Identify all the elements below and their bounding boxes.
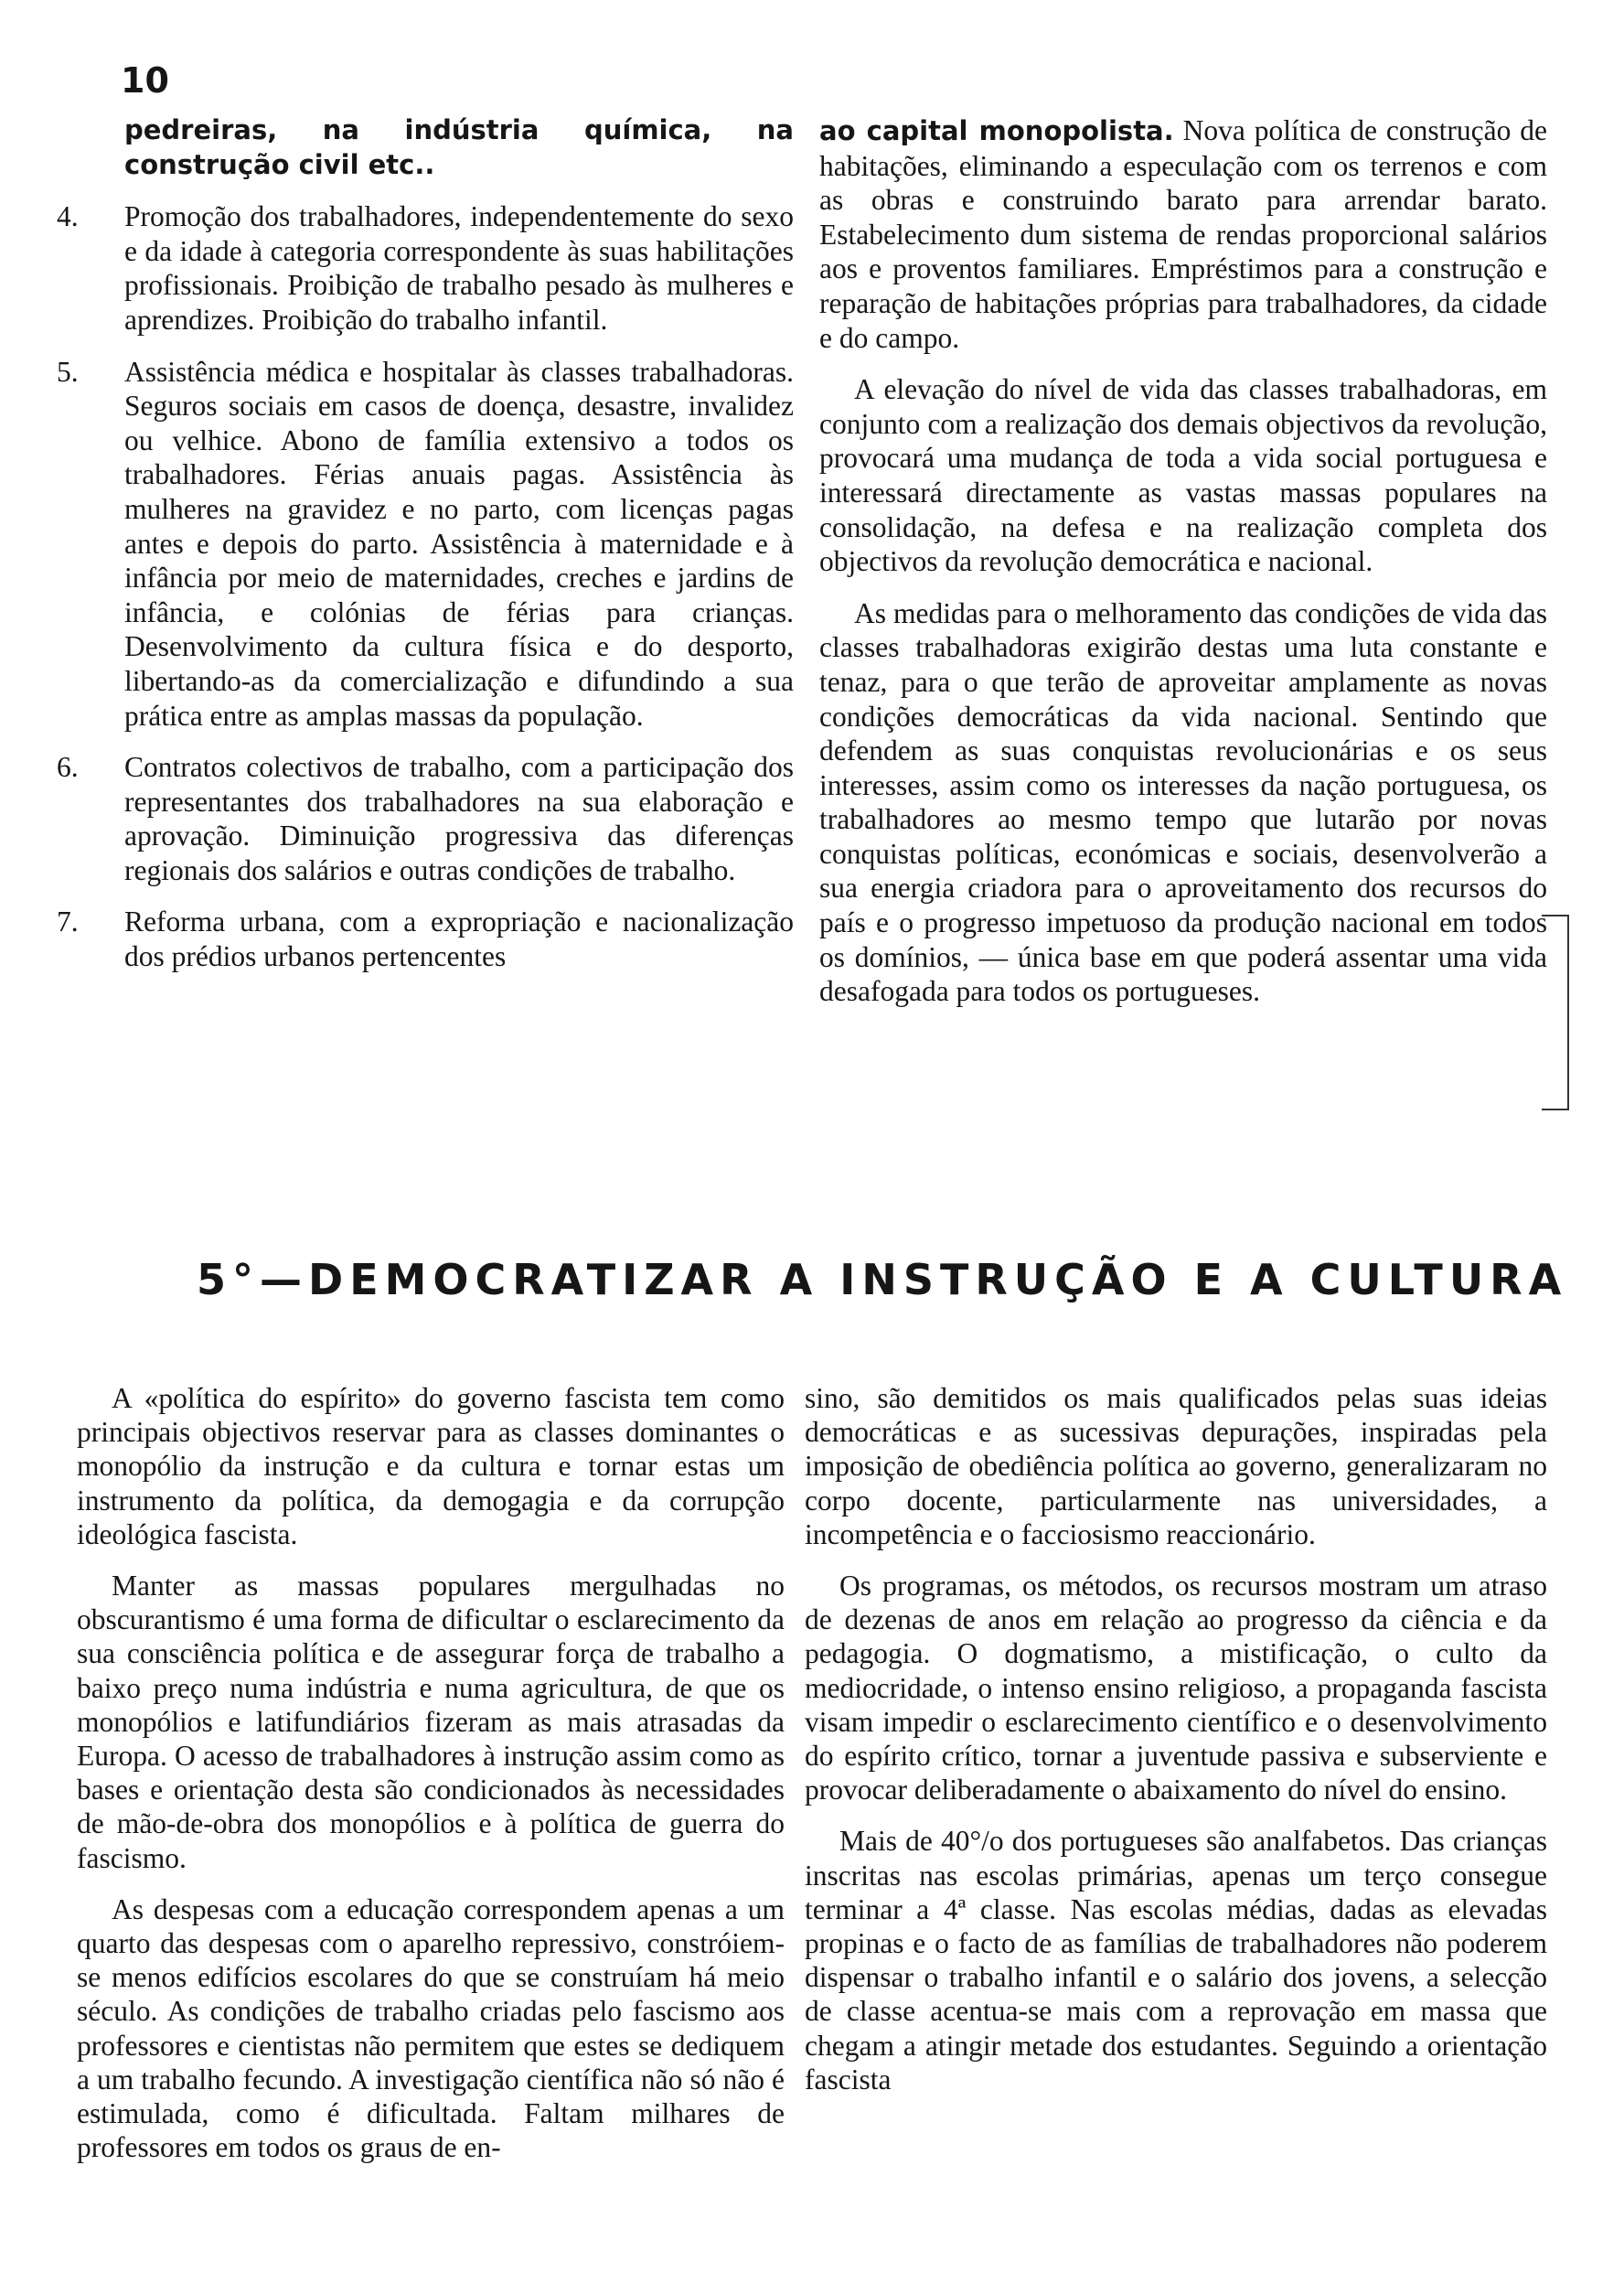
top-left-column	[57, 113, 794, 974]
list-item-number: 7.	[57, 906, 79, 938]
continuation-text: Nova política de construção de habitações, eliminando a especulação com os terrenos e com as obras e construindo barato para arrendar barato. Estabelecimento dum sistema de rendas proporcional salários aos e proventos familiares. Empréstimos para a construção e reparação de habitações próprias para trabalhadores, da cidade e do campo.	[819, 114, 1548, 354]
page-number: 10	[121, 60, 169, 101]
continuation-paragraph: sino, são demitidos os mais qualificados pelas suas ideias democráticas e as sucessivas depurações, inspiradas pela imposição de obediência política ao governo, generalizaram no corpo docente, particularmente nas universidades, a incompetência e o facciosismo reaccionário.	[805, 1382, 1547, 1550]
top-right-column	[819, 113, 1547, 1009]
list-item-number: 5.	[57, 355, 79, 388]
list-item-number: 4.	[57, 200, 79, 233]
list-item-text: Reforma urbana, com a expropriação e nacionalização dos prédios urbanos pertencentes	[124, 906, 794, 973]
bottom-right-column	[805, 1381, 1547, 2096]
paragraph: A elevação do nível de vida das classes trabalhadoras, em conjunto com a realização dos demais objectivos da revolução, provocará uma mudança de toda a vida social portuguesa e interessará directamente as vastas massas populares na consolidação, na defesa e na realização completa dos objectivos da revolução democrática e nacional.	[819, 373, 1547, 578]
paragraph: As despesas com a educação correspondem apenas a um quarto das despesas com o aparelho repressivo, constróiem-se menos edifícios escolares do que se construíam há meio século. As condições de trabalho criadas pelo fascismo aos professores e cientistas não permitem que estes se dediquem a um trabalho fecundo. A investigação científica não só não é estimulada, como é dificultada. Faltam milhares de professores em todos os graus de en-	[77, 1892, 785, 2164]
list-item	[57, 750, 794, 887]
bottom-left-column	[77, 1381, 785, 2164]
continuation-paragraph	[819, 113, 1547, 355]
list-item-text: Promoção dos trabalhadores, independentemente do sexo e da idade à categoria correspondente às suas habilitações profissionais. Proibição de trabalho pesado às mulheres e aprendizes. Proibição do trabalho infantil.	[124, 200, 794, 336]
list-item	[57, 199, 794, 337]
margin-bracket-mark	[1542, 915, 1569, 1110]
continuation-text: pedreiras, na indústria química, na construção civil etc..	[124, 114, 794, 180]
list-item-number: 6.	[57, 751, 79, 784]
paragraph: As medidas para o melhoramento das condições de vida das classes trabalhadoras exigirão destas uma luta constante e tenaz, para o que terão de aproveitar amplamente as novas condições democráticas da vida nacional. Sentindo que defendem as suas conquistas revolucionárias e os seus interesses, assim como os interesses da nação portuguesa, os trabalhadores ao mesmo tempo que lutarão por novas conquistas políticas, económicas e sociais, desenvolverão a sua energia criadora para o aproveitamento dos recursos do país e o progresso impetuoso da produção nacional em todos os domínios, — única base em que poderá assentar uma vida desafogada para todos os portugueses.	[819, 596, 1547, 1008]
paragraph: A «política do espírito» do governo fascista tem como principais objectivos reservar para as classes dominantes o monopólio da instrução e da cultura e tornar estas um instrumento da política, da demogagia e da corrupção ideológica fascista.	[77, 1382, 785, 1550]
section-heading: 5°—DEMOCRATIZAR A INSTRUÇÃO E A CULTURA	[197, 1255, 1568, 1304]
continuation-bold-text: ao capital monopolista.	[819, 115, 1174, 146]
paragraph: Mais de 40°/o dos portugueses são analfabetos. Das crianças inscritas nas escolas primárias, apenas um terço consegue terminar a 4ª classe. Nas escolas médias, dadas as elevadas propinas e o facto de as famílias de trabalhadores não poderem dispensar o trabalho infantil e o salário dos jovens, a selecção de classe acentua-se mais com a reprovação em massa que chegam a atingir metade dos estudantes. Seguindo a orientação fascista	[805, 1825, 1547, 2095]
paragraph: Os programas, os métodos, os recursos mostram um atraso de dezenas de anos em relação ao progresso da ciência e da pedagogia. O dogmatismo, a mistificação, o culto da mediocridade, o intenso ensino religioso, a propaganda fascista visam impedir o esclarecimento científico e o desenvolvimento do espírito crítico, tornar a juventude passiva e subserviente e provocar deliberadamente o abaixamento do nível do ensino.	[805, 1570, 1547, 1806]
list-item-text: Contratos colectivos de trabalho, com a participação dos representantes dos trabalhadores na sua elaboração e aprovação. Diminuição progressiva das diferenças regionais dos salários e outras condições de trabalho.	[124, 751, 794, 886]
list-item-text: Assistência médica e hospitalar às classes trabalhadoras. Seguros sociais em casos de doença, desastre, invalidez ou velhice. Abono de família extensivo a todos os trabalhadores. Férias anuais pagas. Assistência às mulheres na gravidez e no parto, com licenças pagas antes e depois do parto. Assistência à maternidade e à infância por meio de maternidades, creches e jardins de infância, e colónias de férias para crianças. Desenvolvimento da cultura física e do desporto, libertando-as da comercialização e difundindo a sua prática entre as amplas massas da população.	[124, 355, 794, 732]
list-item	[57, 905, 794, 973]
list-item	[57, 355, 794, 734]
paragraph: Manter as massas populares mergulhadas no obscurantismo é uma forma de dificultar o esclarecimento da sua consciência política e de assegurar força de trabalho a baixo preço numa indústria e numa agricultura, de que os monopólios e latifundiários fizeram as mais atrasadas da Europa. O acesso de trabalhadores à instrução assim como as bases e orientação desta são condicionados às necessidades de mão-de-obra dos monopólios e à política de guerra do fascismo.	[77, 1570, 785, 1874]
